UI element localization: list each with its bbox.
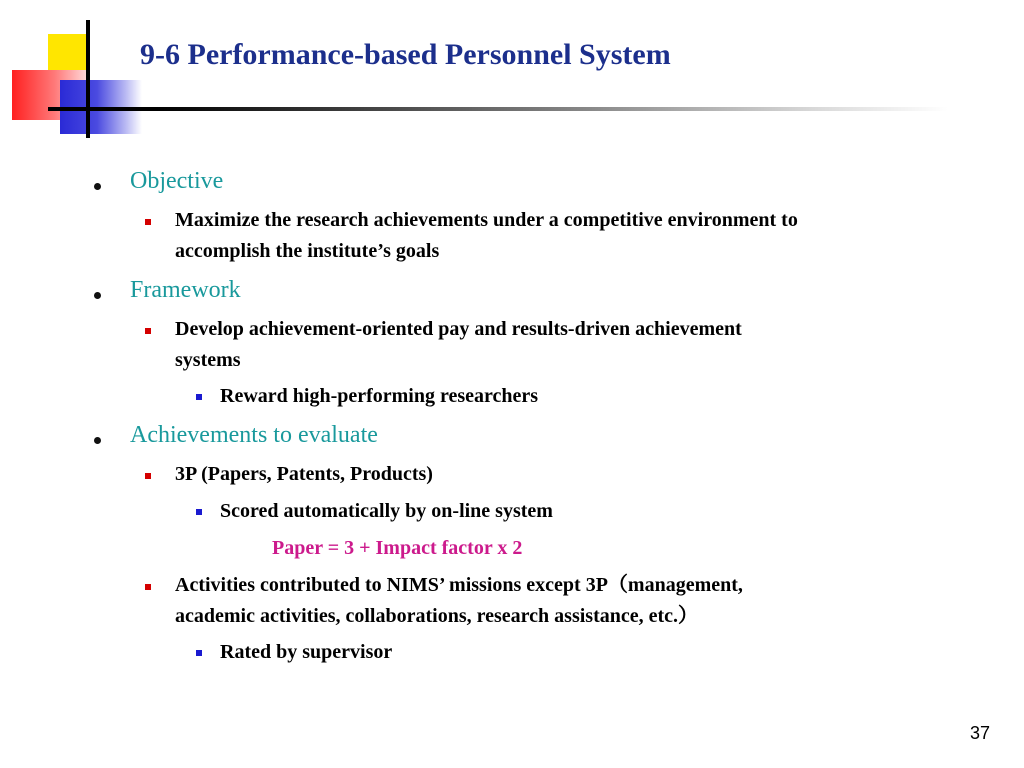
logo-vertical-line	[86, 20, 90, 138]
bullet-square-red-icon	[145, 219, 151, 225]
bullet-rated-by-supervisor: Rated by supervisor	[220, 641, 393, 663]
bullet-dot-icon	[94, 183, 101, 190]
bullet-objective-detail: Maximize the research achievements under a competitive environment to	[175, 209, 798, 231]
bullet-reward: Reward high-performing researchers	[220, 385, 539, 407]
bullet-framework-detail-cont: systems	[175, 349, 241, 371]
title-underline	[48, 107, 948, 111]
bullet-activities-cont: academic activities, collaborations, research assistance, etc.）	[175, 605, 699, 627]
bullet-objective: Objective	[130, 168, 224, 194]
bullet-square-blue-icon	[196, 509, 202, 515]
bullet-square-blue-icon	[196, 394, 202, 400]
bullet-framework: Framework	[130, 277, 241, 303]
page-number: 37	[969, 723, 990, 743]
bullet-dot-icon	[94, 437, 101, 444]
bullet-objective-detail-cont: accomplish the institute’s goals	[175, 240, 440, 262]
bullet-square-red-icon	[145, 584, 151, 590]
bullet-scored-automatically: Scored automatically by on-line system	[220, 500, 553, 522]
bullet-activities: Activities contributed to NIMS’ missions except 3P（management,	[175, 574, 743, 596]
bullet-square-red-icon	[145, 328, 151, 334]
bullet-3p: 3P (Papers, Patents, Products)	[175, 463, 433, 485]
formula-paper-score: Paper = 3 + Impact factor x 2	[272, 537, 523, 559]
bullet-square-red-icon	[145, 473, 151, 479]
bullet-dot-icon	[94, 292, 101, 299]
bullet-framework-detail: Develop achievement-oriented pay and results-driven achievement	[175, 318, 742, 340]
bullet-achievements: Achievements to evaluate	[130, 422, 378, 448]
bullet-square-blue-icon	[196, 650, 202, 656]
slide-title: 9-6 Performance-based Personnel System	[140, 38, 671, 71]
